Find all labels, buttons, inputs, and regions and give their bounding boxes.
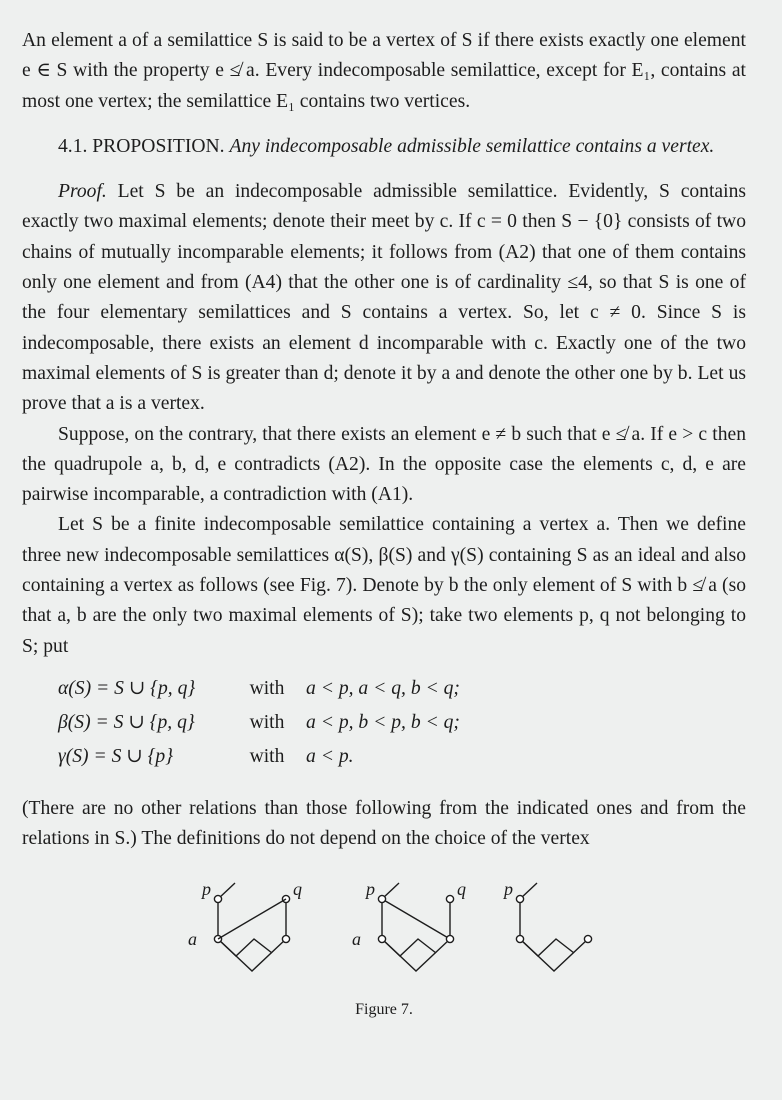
node-b — [446, 935, 453, 942]
definition-relations: a < p. — [306, 745, 354, 767]
label-a: a — [352, 928, 361, 949]
diagram-inner-edges — [218, 939, 272, 956]
diagram-inner-edges — [520, 939, 574, 956]
definition-lhs: γ(S) = S ∪ {p} — [58, 745, 174, 767]
definition-with: with — [249, 677, 285, 699]
vertex-definition-paragraph: An element a of a semilattice S is said to be a vertex of S if there exists exactly one element e ∈ S with the property e ≰ a. Every indecomposable semilattice, except for E₁, contains at most one vertex; the semilattice E₁ contains two vertices. — [22, 30, 746, 112]
definition-with: with — [249, 711, 285, 733]
diagram-edges — [520, 939, 588, 971]
definition-lhs: β(S) = S ∪ {p, q} — [58, 711, 195, 733]
a-q-edge — [218, 899, 286, 939]
node-q — [446, 895, 453, 902]
node-p — [516, 895, 523, 902]
diagram-edges — [218, 899, 286, 971]
proof-paragraph — [22, 177, 746, 419]
figure-caption: Figure 7. — [355, 1000, 413, 1018]
node-b — [584, 935, 591, 942]
node-a — [516, 935, 523, 942]
proposition-statement: Any indecomposable admissible semilattice contains a vertex. — [229, 135, 715, 157]
node-p — [378, 895, 385, 902]
proposition-label: 4.1. PROPOSITION. — [58, 135, 225, 157]
b-p-edge — [382, 899, 450, 939]
definition-gamma — [22, 742, 746, 776]
node-a — [378, 935, 385, 942]
gamma-diagram — [502, 879, 592, 971]
label-q: q — [293, 878, 302, 899]
definitions-block — [22, 674, 746, 776]
definition-alpha — [22, 674, 746, 708]
definition-with: with — [249, 745, 285, 767]
definition-lhs: α(S) = S ∪ {p, q} — [58, 677, 196, 699]
label-a: a — [188, 928, 197, 949]
proposition-paragraph — [22, 132, 746, 162]
proof-text: Let S be an indecomposable admissible semilattice. Evidently, S contains exactly two maximal elements; denote their meet by c. If c = 0 then S − {0} consists of two chains of mutually incomparable elements; it follows from (A2) that one of them contains only one element and from (A4) that the other one is of cardinality ≤4, so that S is one of the four elementary semilattices and S contains a vertex. So, let c ≠ 0. Since S is indecomposable, there exists an element d incomparable with c. Exactly one of the two maximal elements of S is greater than d; denote it by a and denote the other one by b. Let us prove that a is a vertex. — [22, 181, 746, 415]
define-paragraph: Let S be a finite indecomposable semilattice containing a vertex a. Then we define three new indecomposable semilattices α(S), β(S) and γ(S) containing S as an ideal and also containing a vertex as follows (see Fig. 7). Denote by b the only element of S with b ≰ a (so that a, b are the only two maximal elements of S); take two elements p, q not belonging to S; put — [22, 514, 746, 657]
node-b — [282, 935, 289, 942]
after-definitions-paragraph: (There are no other relations than those following from the indicated ones and from the relations in S.) The definitions do not depend on the choice of the vertex — [22, 797, 746, 850]
label-p: p — [366, 878, 375, 899]
label-p: p — [202, 878, 211, 899]
diagram-edges — [382, 899, 450, 971]
alpha-diagram — [188, 879, 302, 971]
definition-relations: a < p, a < q, b < q; — [306, 677, 460, 699]
definition-beta — [22, 708, 746, 742]
proof-label: Proof. — [58, 181, 107, 203]
beta-diagram — [352, 879, 466, 971]
figure-7 — [22, 861, 746, 991]
definition-relations: a < p, b < p, b < q; — [306, 711, 460, 733]
diagram-inner-edges — [382, 939, 436, 956]
label-p: p — [504, 878, 513, 899]
figure-7-diagram — [22, 861, 746, 991]
label-q: q — [457, 878, 466, 899]
node-p — [214, 895, 221, 902]
suppose-paragraph: Suppose, on the contrary, that there exists an element e ≠ b such that e ≰ a. If e > c then the quadrupole a, b, d, e contradicts (A2). In the opposite case the elements c, d, e are pairwise incomparable, a contradiction with (A1). — [22, 423, 746, 506]
